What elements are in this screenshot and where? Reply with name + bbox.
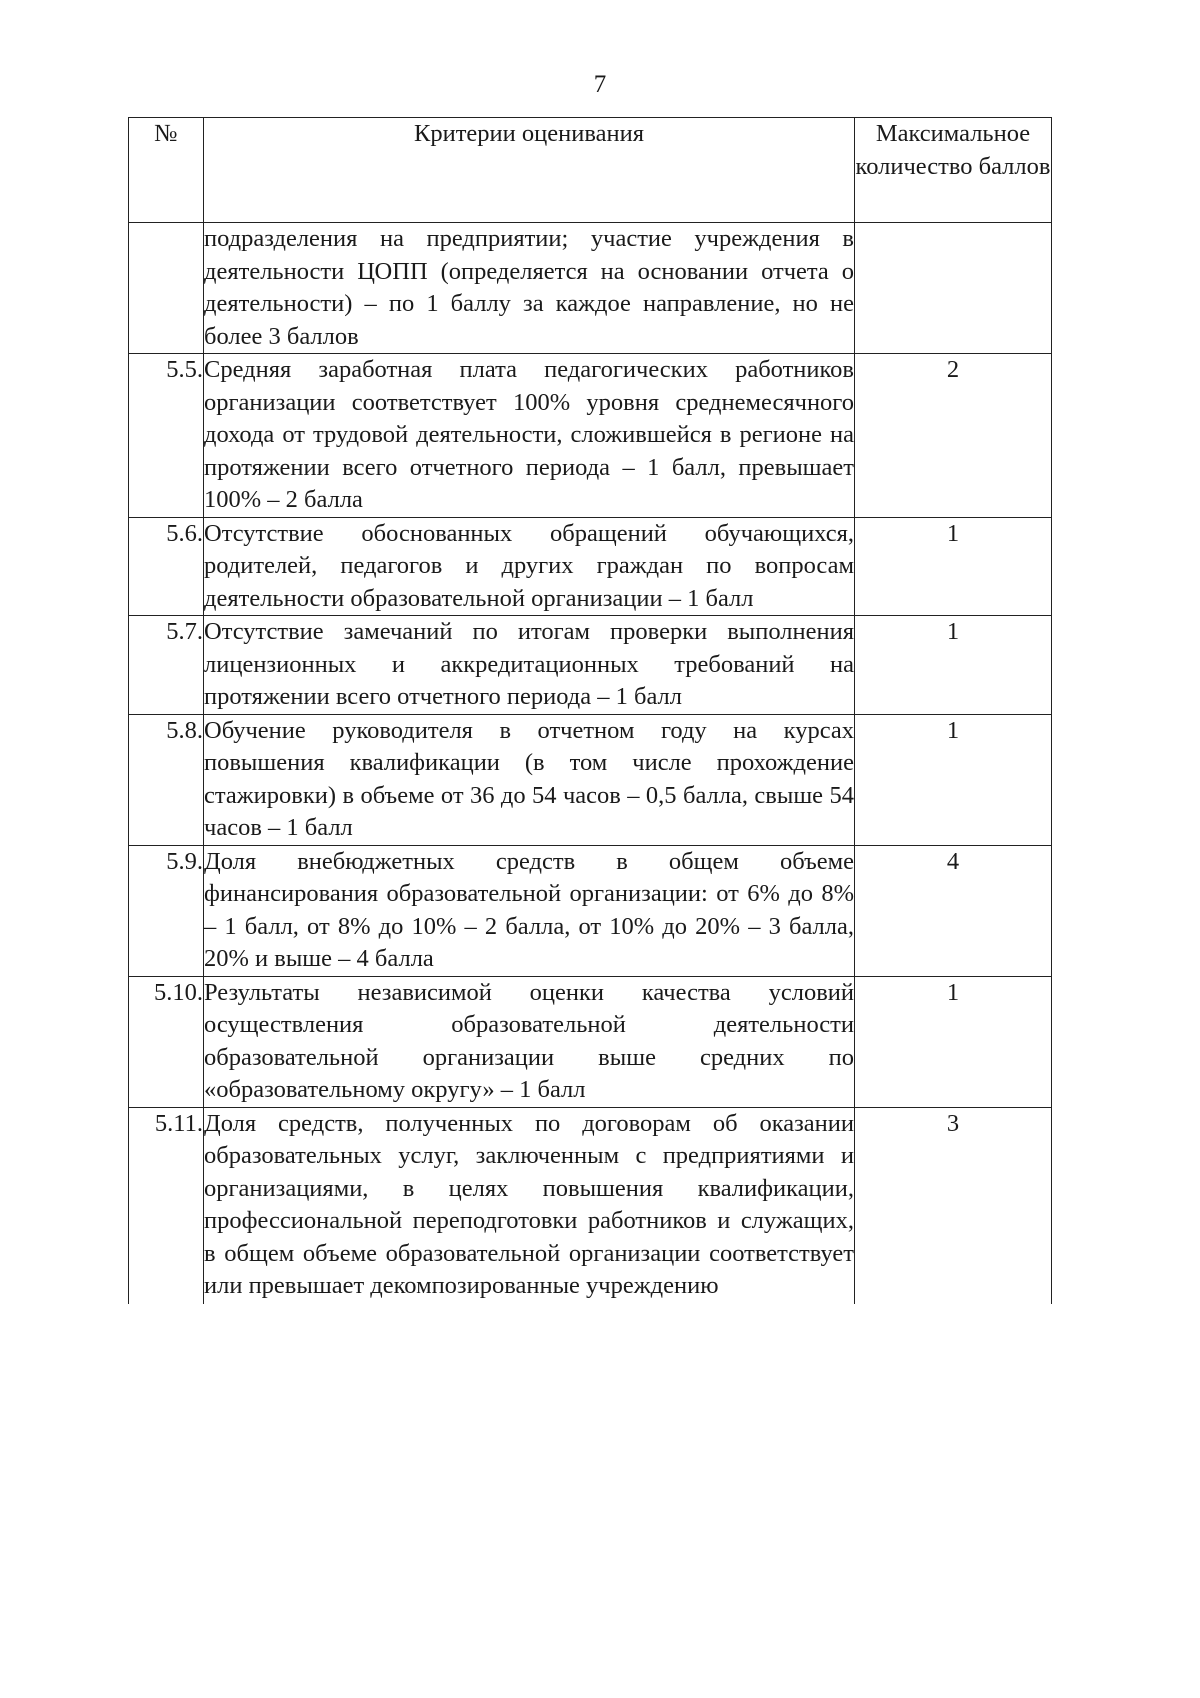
row-max-points: [855, 223, 1052, 354]
table-row: [129, 976, 1052, 1107]
criteria-table: [128, 117, 1052, 1304]
row-max-points: 1: [855, 517, 1052, 616]
row-criteria: Отсутствие обоснованных обращений обучающихся, родителей, педагогов и других граждан по вопросам деятельности образовательной организации – 1 балл: [204, 517, 855, 616]
row-criteria: Результаты независимой оценки качества условий осуществления образовательной деятельности образовательной организации выше средних по «образовательному округу» – 1 балл: [204, 976, 855, 1107]
row-number: 5.7.: [129, 616, 204, 715]
row-criteria: подразделения на предприятии; участие учреждения в деятельности ЦОПП (определяется на основании отчета о деятельности) – по 1 баллу за каждое направление, но не более 3 баллов: [204, 223, 855, 354]
row-criteria: Доля средств, полученных по договорам об оказании образовательных услуг, заключенным с предприятиями и организациями, в целях повышения квалификации, профессиональной переподготовки работников и служащих, в общем объеме образовательной организации соответствует или превышает декомпозированные учреждению: [204, 1107, 855, 1303]
header-max-points: Максимальное количество баллов: [855, 118, 1052, 223]
row-number: 5.10.: [129, 976, 204, 1107]
table-row: [129, 354, 1052, 518]
row-number: 5.6.: [129, 517, 204, 616]
row-number: [129, 223, 204, 354]
row-max-points: 1: [855, 616, 1052, 715]
table-header-row: [129, 118, 1052, 223]
row-criteria: Обучение руководителя в отчетном году на курсах повышения квалификации (в том числе прохождение стажировки) в объеме от 36 до 54 часов – 0,5 балла, свыше 54 часов – 1 балл: [204, 714, 855, 845]
row-criteria: Средняя заработная плата педагогических работников организации соответствует 100% уровня среднемесячного дохода от трудовой деятельности, сложившейся в регионе на протяжении всего отчетного периода – 1 балл, превышает 100% – 2 балла: [204, 354, 855, 518]
row-criteria: Отсутствие замечаний по итогам проверки выполнения лицензионных и аккредитационных требований на протяжении всего отчетного периода – 1 балл: [204, 616, 855, 715]
table-row: [129, 845, 1052, 976]
table-row: [129, 223, 1052, 354]
row-max-points: 1: [855, 976, 1052, 1107]
table-row: [129, 1107, 1052, 1303]
row-max-points: 3: [855, 1107, 1052, 1303]
table-row: [129, 616, 1052, 715]
row-max-points: 4: [855, 845, 1052, 976]
row-number: 5.9.: [129, 845, 204, 976]
header-criteria: Критерии оценивания: [204, 118, 855, 223]
row-number: 5.11.: [129, 1107, 204, 1303]
row-max-points: 2: [855, 354, 1052, 518]
header-number: №: [129, 118, 204, 223]
table-row: [129, 517, 1052, 616]
table-row: [129, 714, 1052, 845]
page-number-text: 7: [593, 71, 607, 98]
page-number: [0, 70, 1200, 100]
row-number: 5.8.: [129, 714, 204, 845]
row-number: 5.5.: [129, 354, 204, 518]
row-max-points: 1: [855, 714, 1052, 845]
row-criteria: Доля внебюджетных средств в общем объеме финансирования образовательной организации: от 6% до 8% – 1 балл, от 8% до 10% – 2 балла, от 10% до 20% – 3 балла, 20% и выше – 4 балла: [204, 845, 855, 976]
